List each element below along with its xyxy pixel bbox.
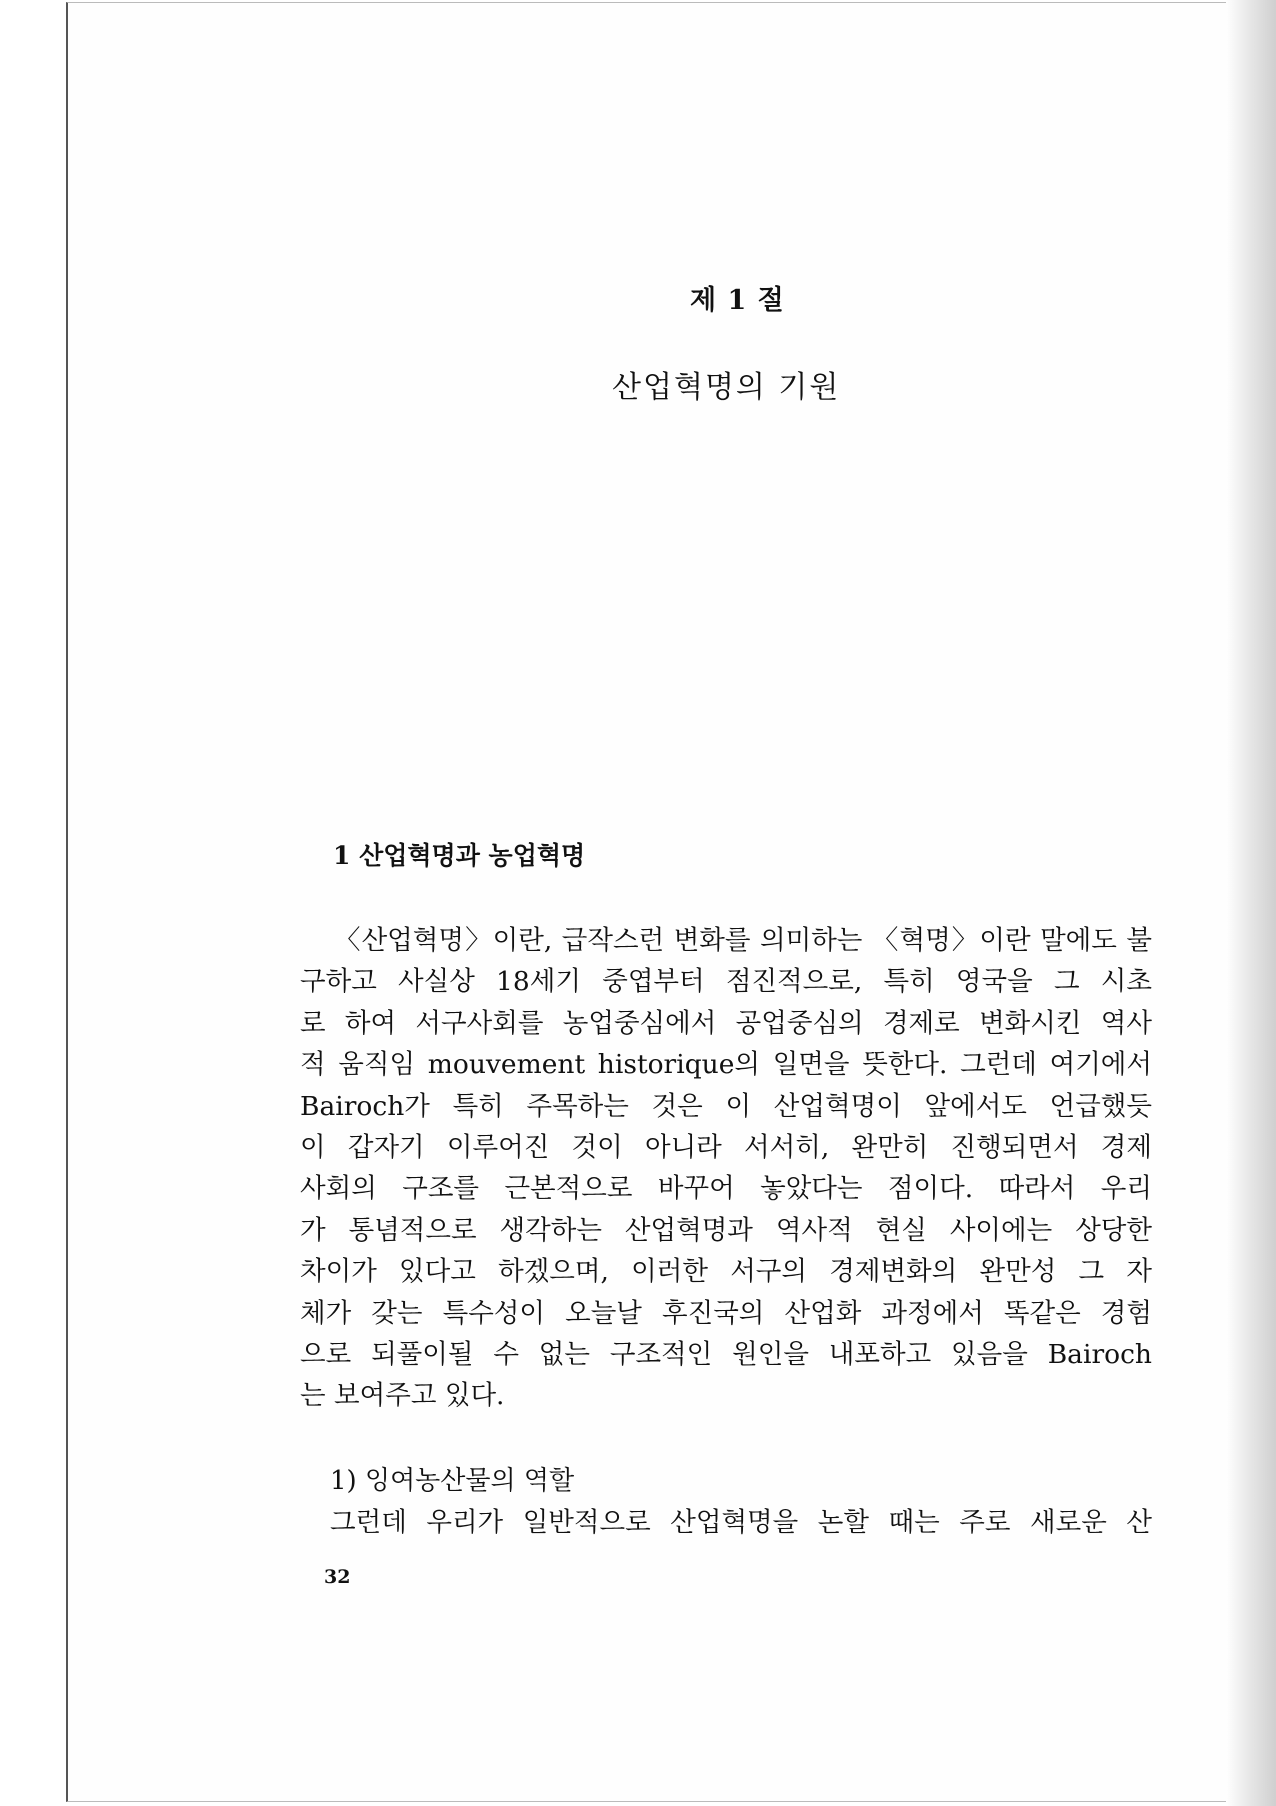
section-number: 제 1 절 [690, 285, 785, 316]
body-line: 구하고 사실상 18세기 중엽부터 점진적으로, 특히 영국을 그 시초 [300, 966, 1152, 998]
body-line: 는 보여주고 있다. [300, 1380, 505, 1412]
body-line: 로 하여 서구사회를 농업중심에서 공업중심의 경제로 변화시킨 역사 [300, 1007, 1152, 1039]
page-number: 32 [324, 1566, 351, 1588]
body-line: 적 움직임 mouvement historique의 일면을 뜻한다. 그런데 여기에서 [300, 1049, 1152, 1081]
subsubsection-heading: 1) 잉여농산물의 역할 [330, 1466, 575, 1496]
body-line: 사회의 구조를 근본적으로 바꾸어 놓았다는 점이다. 따라서 우리 [300, 1173, 1152, 1205]
section-title: 산업혁명의 기원 [612, 370, 841, 405]
continuation-line: 그런데 우리가 일반적으로 산업혁명을 논할 때는 주로 새로운 산 [330, 1507, 1152, 1538]
body-line: 가 통념적으로 생각하는 산업혁명과 역사적 현실 사이에는 상당한 [300, 1214, 1152, 1246]
body-line: 이 갑자기 이루어진 것이 아니라 서서히, 완만히 진행되면서 경제 [300, 1132, 1152, 1164]
subsection-heading: 1 산업혁명과 농업혁명 [333, 841, 586, 870]
body-line: Bairoch가 특히 주목하는 것은 이 산업혁명이 앞에서도 언급했듯 [300, 1090, 1152, 1122]
body-line: 체가 갖는 특수성이 오늘날 후진국의 산업화 과정에서 똑같은 경험 [300, 1297, 1152, 1329]
body-line: 〈산업혁명〉이란, 급작스런 변화를 의미하는 〈혁명〉이란 말에도 불 [334, 925, 1152, 956]
body-line: 차이가 있다고 하겠으며, 이러한 서구의 경제변화의 완만성 그 자 [300, 1256, 1152, 1288]
body-line: 으로 되풀이될 수 없는 구조적인 원인을 내포하고 있음을 Bairoch [300, 1339, 1152, 1371]
body-paragraph [300, 920, 1152, 1417]
page-edge-shadow [1226, 0, 1276, 1806]
